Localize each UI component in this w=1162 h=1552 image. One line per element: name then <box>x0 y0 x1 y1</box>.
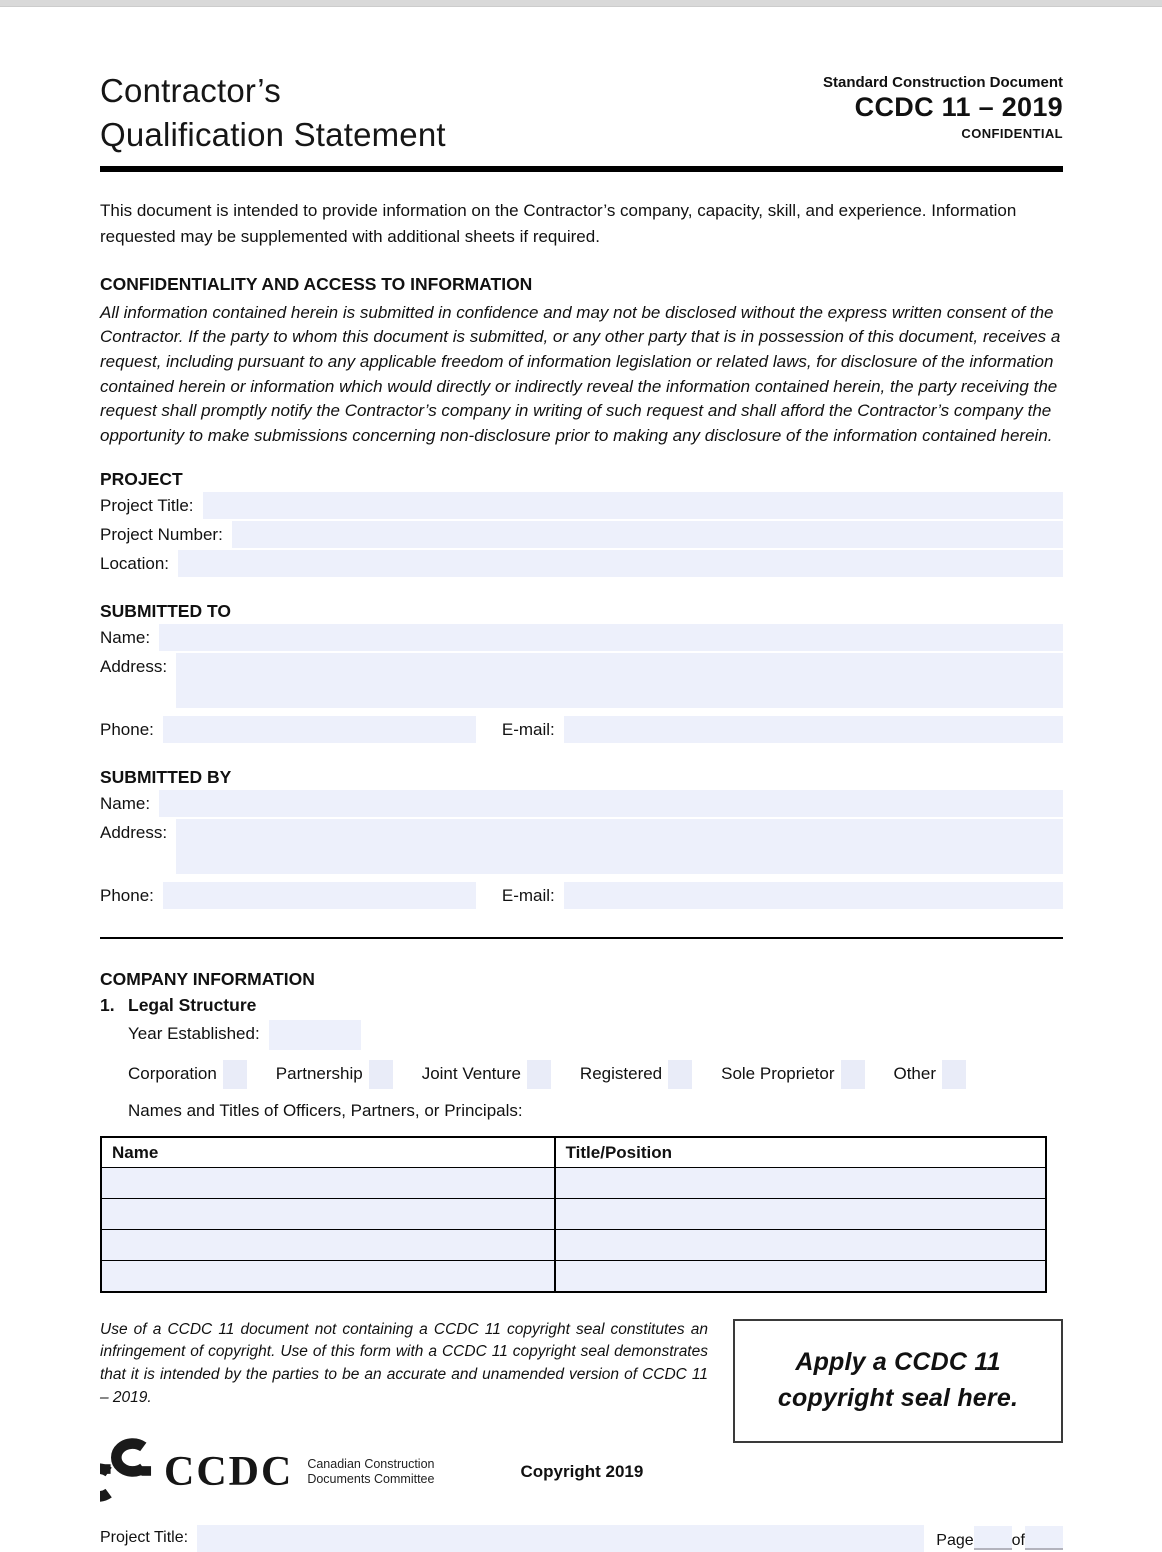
submitted-by-address-row <box>100 819 1063 874</box>
officer-title-cell[interactable] <box>555 1167 1046 1198</box>
submitted-by-phone-label: Phone: <box>100 885 154 905</box>
submitted-by-name-field[interactable] <box>159 790 1063 817</box>
submitted-to-name-row <box>100 624 1063 651</box>
window-top-edge <box>0 0 1162 7</box>
confidentiality-heading: CONFIDENTIALITY AND ACCESS TO INFORMATION <box>100 273 533 294</box>
location-label: Location: <box>100 553 169 573</box>
submitted-by-name-row <box>100 790 1063 817</box>
registered-option <box>580 1060 692 1089</box>
seal-box-line2: copyright seal here. <box>777 1383 1019 1412</box>
submitted-to-address-field[interactable] <box>176 653 1063 708</box>
year-established-label: Year Established: <box>128 1023 260 1043</box>
ccdc-wordmark: CCDC <box>164 1449 294 1496</box>
year-established-row <box>128 1020 1063 1050</box>
copyright-seal-box <box>733 1319 1063 1443</box>
document-page <box>0 7 1162 1552</box>
page-label: Page <box>936 1532 974 1550</box>
footer-project-title-label: Project Title: <box>100 1529 189 1547</box>
footer-section <box>100 1319 1063 1511</box>
seal-box-line1: Apply a CCDC 11 <box>795 1348 1001 1377</box>
officers-list-label: Names and Titles of Officers, Partners, or Principals: <box>128 1100 523 1120</box>
officers-name-column-header: Name <box>101 1137 555 1168</box>
officer-title-cell[interactable] <box>555 1229 1046 1260</box>
partnership-option <box>276 1060 393 1089</box>
header-rule <box>100 166 1063 172</box>
section-divider-rule <box>100 937 1063 939</box>
submitted-to-phone-field[interactable] <box>163 716 476 743</box>
officer-title-cell[interactable] <box>555 1260 1046 1292</box>
confidentiality-body: All information contained herein is submitted in confidence and may not be disclosed without the express written consent of the Contractor. If the party to whom this document is submitted, or any other party that is in possession of this document, receives a request, including pursuant to any applicable freedom of information legislation or related laws, for disclosure of the information contained herein or information which would directly or indirectly reveal the information contained herein, the party receiving the request shall promptly notify the Contractor’s company in writing of such request and shall afford the Contractor’s company the opportunity to make submissions concerning non-disclosure prior to making any disclosure of the information contained herein. <box>100 302 1061 445</box>
intro-paragraph: This document is intended to provide information on the Contractor’s company, capacity, skill, and experience. Information requested may be supplemented with additional sheets if required. <box>100 201 1017 246</box>
partnership-checkbox[interactable] <box>369 1060 393 1089</box>
submitted-to-name-field[interactable] <box>159 624 1063 651</box>
submitted-by-email-field[interactable] <box>564 882 1063 909</box>
joint-venture-label: Joint Venture <box>421 1064 521 1084</box>
officer-name-cell[interactable] <box>101 1229 555 1260</box>
location-field[interactable] <box>178 550 1063 577</box>
document-title-line2: Qualification Statement <box>100 115 446 153</box>
year-established-field[interactable] <box>269 1020 361 1050</box>
joint-venture-checkbox[interactable] <box>527 1060 551 1089</box>
submitted-by-email-label: E-mail: <box>501 885 555 905</box>
table-row <box>101 1167 1046 1198</box>
committee-name-line1: Canadian Construction <box>307 1456 435 1471</box>
submitted-by-phone-row <box>100 882 1063 909</box>
submitted-to-email-field[interactable] <box>564 716 1063 743</box>
submitted-by-name-label: Name: <box>100 793 151 813</box>
submitted-to-phone-label: Phone: <box>100 719 154 739</box>
submitted-by-phone-field[interactable] <box>163 882 476 909</box>
officer-title-cell[interactable] <box>555 1198 1046 1229</box>
page-total-field[interactable] <box>1025 1526 1063 1550</box>
submitted-to-heading: SUBMITTED TO <box>100 600 231 621</box>
submitted-by-heading: SUBMITTED BY <box>100 766 232 787</box>
registered-checkbox[interactable] <box>668 1060 692 1089</box>
document-meta <box>823 69 1063 141</box>
sole-proprietor-option <box>721 1060 864 1089</box>
legal-structure-content <box>128 1020 1063 1121</box>
project-number-label: Project Number: <box>100 524 223 544</box>
legal-structure-options <box>128 1060 966 1089</box>
item-number: 1. <box>100 994 115 1015</box>
copyright-year: Copyright 2019 <box>520 1462 644 1482</box>
submitted-to-phone-row <box>100 716 1063 743</box>
table-row <box>101 1198 1046 1229</box>
partnership-label: Partnership <box>275 1064 363 1084</box>
company-information-heading: COMPANY INFORMATION <box>100 968 315 989</box>
submitted-to-name-label: Name: <box>100 627 151 647</box>
submitted-by-address-label: Address: <box>100 822 168 842</box>
officers-title-column-header: Title/Position <box>555 1137 1046 1168</box>
footer-project-title-field[interactable] <box>197 1525 924 1552</box>
page-number-field[interactable] <box>974 1526 1012 1550</box>
ccdc-committee-name <box>307 1457 434 1488</box>
ccdc-logo-row <box>100 1434 708 1511</box>
legal-structure-title: Legal Structure <box>128 994 257 1015</box>
registered-label: Registered <box>579 1064 663 1084</box>
page-footer-row <box>100 1525 1063 1552</box>
officers-table <box>100 1136 1047 1293</box>
footer-left-column <box>100 1319 708 1511</box>
committee-name-line2: Documents Committee <box>307 1472 435 1487</box>
sole-proprietor-checkbox[interactable] <box>841 1060 865 1089</box>
page-number-cluster <box>936 1526 1063 1550</box>
table-row <box>101 1260 1046 1292</box>
table-row <box>101 1229 1046 1260</box>
corporation-option <box>128 1060 247 1089</box>
officer-name-cell[interactable] <box>101 1167 555 1198</box>
officer-name-cell[interactable] <box>101 1260 555 1292</box>
project-number-row <box>100 521 1063 548</box>
copyright-notice: Use of a CCDC 11 document not containing a CCDC 11 copyright seal constitutes an infringement of copyright. Use of this form with a CCDC 11 copyright seal demonstrates that it is intended by the parties to be an accurate and unamended version of CCDC 11 – 2019. <box>100 1320 708 1406</box>
project-number-field[interactable] <box>232 521 1063 548</box>
submitted-to-address-label: Address: <box>100 656 168 676</box>
project-title-row <box>100 492 1063 519</box>
ccdc-logo-icon <box>100 1434 152 1511</box>
document-header <box>100 69 1063 156</box>
document-code: CCDC 11 – 2019 <box>854 92 1063 122</box>
legal-structure-item <box>100 995 1063 1016</box>
project-title-field[interactable] <box>203 492 1063 519</box>
officer-name-cell[interactable] <box>101 1198 555 1229</box>
submitted-to-email-label: E-mail: <box>501 719 555 739</box>
submitted-to-address-row <box>100 653 1063 708</box>
joint-venture-option <box>422 1060 551 1089</box>
standard-document-label: Standard Construction Document <box>822 74 1063 91</box>
of-label: of <box>1011 1532 1025 1550</box>
other-checkbox[interactable] <box>942 1060 966 1089</box>
sole-proprietor-label: Sole Proprietor <box>721 1064 835 1084</box>
project-location-row <box>100 550 1063 577</box>
document-title <box>100 69 446 156</box>
project-title-label: Project Title: <box>100 495 194 515</box>
corporation-checkbox[interactable] <box>223 1060 247 1089</box>
project-heading: PROJECT <box>100 468 183 489</box>
document-title-line1: Contractor’s <box>100 72 281 109</box>
corporation-label: Corporation <box>128 1064 217 1084</box>
other-option <box>893 1060 966 1089</box>
officers-table-header-row <box>101 1137 1046 1168</box>
submitted-by-address-field[interactable] <box>176 819 1063 874</box>
other-label: Other <box>893 1064 936 1084</box>
confidential-badge: CONFIDENTIAL <box>961 126 1063 141</box>
